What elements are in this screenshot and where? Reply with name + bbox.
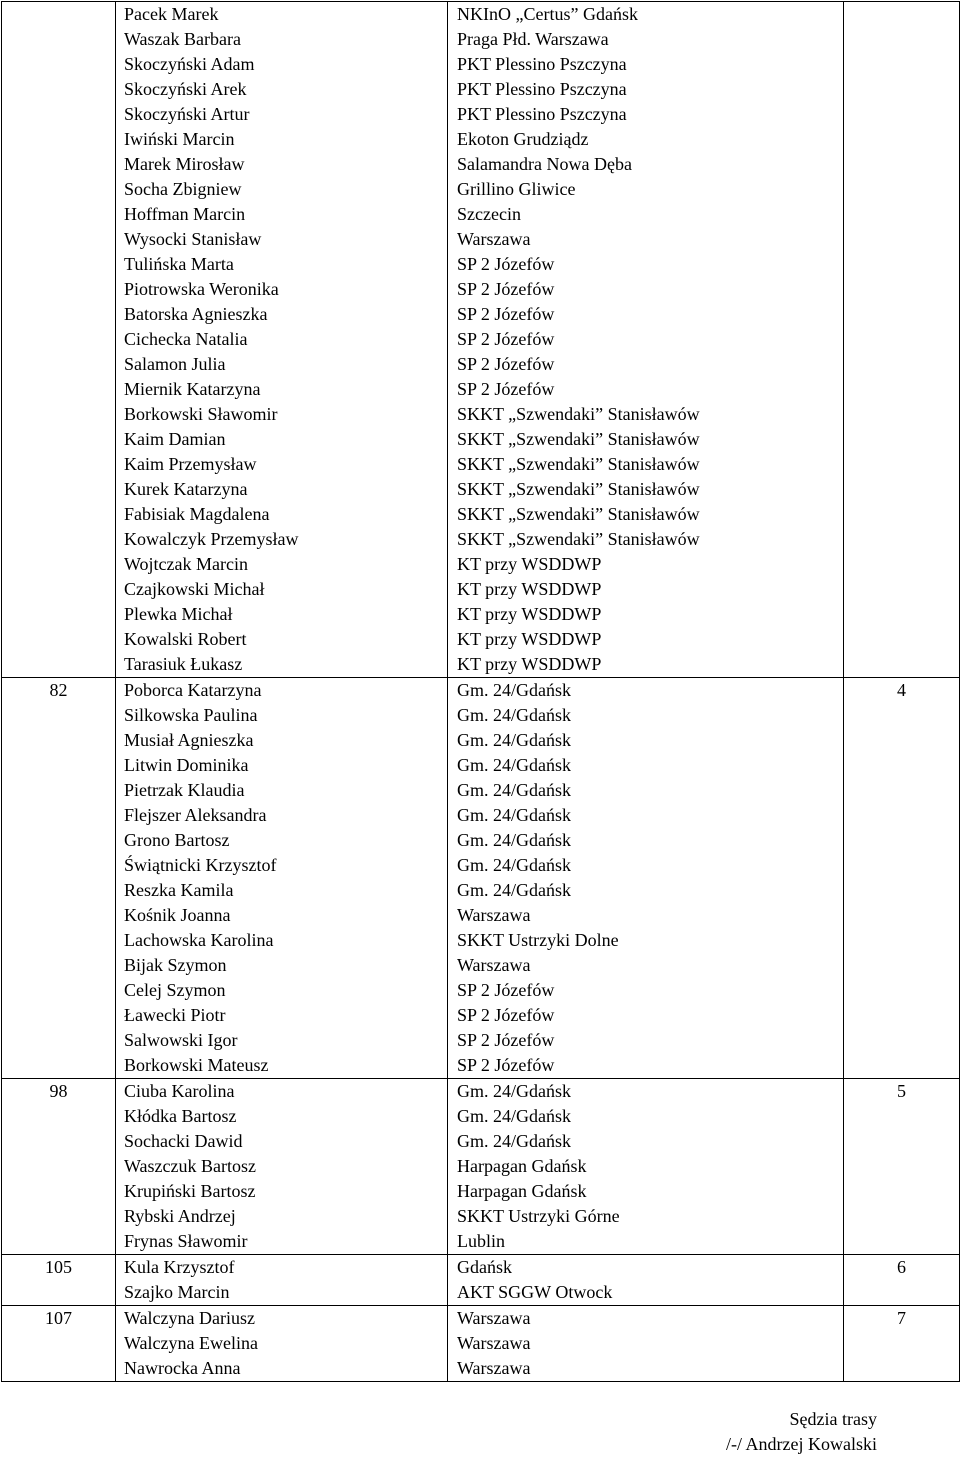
participant-club: SP 2 Józefów bbox=[457, 379, 555, 399]
team-place-cell bbox=[844, 1306, 960, 1382]
participant-name: Pacek Marek bbox=[124, 4, 219, 24]
team-place: 6 bbox=[897, 1257, 906, 1277]
participant-club: Gm. 24/Gdańsk bbox=[457, 705, 571, 725]
participant-name: Reszka Kamila bbox=[124, 880, 234, 900]
participant-club: SP 2 Józefów bbox=[457, 980, 555, 1000]
participant-club: Gm. 24/Gdańsk bbox=[457, 780, 571, 800]
team-number-cell bbox=[2, 2, 116, 678]
participant-club: Praga Płd. Warszawa bbox=[457, 29, 609, 49]
participant-club: Harpagan Gdańsk bbox=[457, 1181, 587, 1201]
participant-name: Czajkowski Michał bbox=[124, 579, 265, 599]
team-place-cell bbox=[844, 2, 960, 678]
team-place: 5 bbox=[897, 1081, 906, 1101]
participant-name: Tarasiuk Łukasz bbox=[124, 654, 243, 674]
participant-names-cell bbox=[116, 1306, 448, 1382]
team-row bbox=[2, 1079, 960, 1255]
participant-name: Walczyna Dariusz bbox=[124, 1308, 255, 1328]
participant-club: KT przy WSDDWP bbox=[457, 604, 602, 624]
participant-club: Warszawa bbox=[457, 1308, 531, 1328]
participant-name: Flejszer Aleksandra bbox=[124, 805, 267, 825]
team-row bbox=[2, 1255, 960, 1306]
team-row bbox=[2, 678, 960, 1079]
judge-role: Sędzia trasy bbox=[789, 1409, 877, 1429]
participant-club: SKKT „Szwendaki” Stanisławów bbox=[457, 529, 700, 549]
participant-name: Bijak Szymon bbox=[124, 955, 227, 975]
team-place-cell bbox=[844, 678, 960, 1079]
participant-club: SP 2 Józefów bbox=[457, 254, 555, 274]
judge-signature-block bbox=[726, 1407, 877, 1457]
participant-name: Waszczuk Bartosz bbox=[124, 1156, 256, 1176]
participant-club: AKT SGGW Otwock bbox=[457, 1282, 613, 1302]
participant-name: Kaim Przemysław bbox=[124, 454, 257, 474]
team-row bbox=[2, 1306, 960, 1382]
participant-name: Skoczyński Artur bbox=[124, 104, 250, 124]
participant-name: Marek Mirosław bbox=[124, 154, 245, 174]
participant-club: Warszawa bbox=[457, 1333, 531, 1353]
participant-club: SKKT „Szwendaki” Stanisławów bbox=[457, 454, 700, 474]
participant-name: Iwiński Marcin bbox=[124, 129, 235, 149]
participant-club: SKKT „Szwendaki” Stanisławów bbox=[457, 404, 700, 424]
participant-club: Gm. 24/Gdańsk bbox=[457, 855, 571, 875]
team-row bbox=[2, 2, 960, 678]
participant-names-cell bbox=[116, 1079, 448, 1255]
participant-name: Kurek Katarzyna bbox=[124, 479, 248, 499]
team-number-cell bbox=[2, 1306, 116, 1382]
participant-club: SP 2 Józefów bbox=[457, 1055, 555, 1075]
participant-club: Gdańsk bbox=[457, 1257, 512, 1277]
participant-club: Lublin bbox=[457, 1231, 505, 1251]
participant-name: Pietrzak Klaudia bbox=[124, 780, 245, 800]
team-number-cell bbox=[2, 1255, 116, 1306]
participant-club: Gm. 24/Gdańsk bbox=[457, 1106, 571, 1126]
team-place: 4 bbox=[897, 680, 906, 700]
team-number bbox=[2, 2, 115, 27]
participant-name: Borkowski Sławomir bbox=[124, 404, 278, 424]
participant-club: Gm. 24/Gdańsk bbox=[457, 1131, 571, 1151]
participant-club: NKInO „Certus” Gdańsk bbox=[457, 4, 638, 24]
results-table-body bbox=[2, 2, 960, 1382]
participant-club: Gm. 24/Gdańsk bbox=[457, 830, 571, 850]
participant-name: Kowalczyk Przemysław bbox=[124, 529, 299, 549]
participant-name: Lachowska Karolina bbox=[124, 930, 274, 950]
participant-name: Wysocki Stanisław bbox=[124, 229, 262, 249]
participant-names-cell bbox=[116, 2, 448, 678]
participant-club: Warszawa bbox=[457, 229, 531, 249]
participant-name: Skoczyński Adam bbox=[124, 54, 255, 74]
participant-name: Poborca Katarzyna bbox=[124, 680, 262, 700]
participant-club: KT przy WSDDWP bbox=[457, 579, 602, 599]
participant-name: Grono Bartosz bbox=[124, 830, 230, 850]
participant-club: SKKT „Szwendaki” Stanisławów bbox=[457, 504, 700, 524]
participant-name: Musiał Agnieszka bbox=[124, 730, 254, 750]
participant-club: KT przy WSDDWP bbox=[457, 554, 602, 574]
participant-name: Borkowski Mateusz bbox=[124, 1055, 269, 1075]
team-number: 98 bbox=[49, 1081, 68, 1101]
team-number: 107 bbox=[45, 1308, 72, 1328]
judge-signature: /-/ Andrzej Kowalski bbox=[726, 1434, 877, 1454]
participant-name: Ciuba Karolina bbox=[124, 1081, 235, 1101]
participant-name: Hoffman Marcin bbox=[124, 204, 246, 224]
participant-name: Litwin Dominika bbox=[124, 755, 249, 775]
participant-club: Gm. 24/Gdańsk bbox=[457, 680, 571, 700]
participant-name: Kula Krzysztof bbox=[124, 1257, 235, 1277]
participant-names-cell bbox=[116, 678, 448, 1079]
participant-club: SKKT „Szwendaki” Stanisławów bbox=[457, 479, 700, 499]
team-number: 82 bbox=[49, 680, 68, 700]
participant-name: Świątnicki Krzysztof bbox=[124, 855, 277, 875]
participant-name: Rybski Andrzej bbox=[124, 1206, 236, 1226]
team-number-cell bbox=[2, 678, 116, 1079]
participant-club: Warszawa bbox=[457, 905, 531, 925]
participant-club: SP 2 Józefów bbox=[457, 279, 555, 299]
participant-name: Batorska Agnieszka bbox=[124, 304, 268, 324]
participant-club: PKT Plessino Pszczyna bbox=[457, 54, 627, 74]
participant-name: Salamon Julia bbox=[124, 354, 226, 374]
participant-name: Krupiński Bartosz bbox=[124, 1181, 256, 1201]
participant-club: Warszawa bbox=[457, 955, 531, 975]
participant-clubs-cell bbox=[448, 1079, 844, 1255]
participant-name: Sochacki Dawid bbox=[124, 1131, 243, 1151]
participant-name: Szajko Marcin bbox=[124, 1282, 230, 1302]
participant-name: Cichecka Natalia bbox=[124, 329, 248, 349]
participant-clubs-cell bbox=[448, 678, 844, 1079]
participant-name: Ławecki Piotr bbox=[124, 1005, 226, 1025]
team-place bbox=[844, 2, 959, 27]
team-place: 7 bbox=[897, 1308, 906, 1328]
participant-name: Kowalski Robert bbox=[124, 629, 247, 649]
participant-club: KT przy WSDDWP bbox=[457, 654, 602, 674]
participant-club: Warszawa bbox=[457, 1358, 531, 1378]
participant-club: SKKT Ustrzyki Górne bbox=[457, 1206, 620, 1226]
participant-club: Harpagan Gdańsk bbox=[457, 1156, 587, 1176]
participant-club: SP 2 Józefów bbox=[457, 1030, 555, 1050]
participant-name: Wojtczak Marcin bbox=[124, 554, 248, 574]
team-number: 105 bbox=[45, 1257, 72, 1277]
participant-name: Miernik Katarzyna bbox=[124, 379, 261, 399]
participant-club: SP 2 Józefów bbox=[457, 329, 555, 349]
participant-name: Frynas Sławomir bbox=[124, 1231, 248, 1251]
participant-name: Waszak Barbara bbox=[124, 29, 241, 49]
participant-club: Grillino Gliwice bbox=[457, 179, 576, 199]
participant-club: KT przy WSDDWP bbox=[457, 629, 602, 649]
team-place-cell bbox=[844, 1079, 960, 1255]
participant-name: Walczyna Ewelina bbox=[124, 1333, 258, 1353]
participant-club: SKKT Ustrzyki Dolne bbox=[457, 930, 619, 950]
participant-name: Kaim Damian bbox=[124, 429, 226, 449]
participant-club: SKKT „Szwendaki” Stanisławów bbox=[457, 429, 700, 449]
participant-club: Ekoton Grudziądz bbox=[457, 129, 589, 149]
participant-club: Salamandra Nowa Dęba bbox=[457, 154, 632, 174]
team-number-cell bbox=[2, 1079, 116, 1255]
participant-name: Nawrocka Anna bbox=[124, 1358, 241, 1378]
participant-name: Salwowski Igor bbox=[124, 1030, 238, 1050]
participant-name: Kośnik Joanna bbox=[124, 905, 231, 925]
participant-club: SP 2 Józefów bbox=[457, 304, 555, 324]
participant-name: Skoczyński Arek bbox=[124, 79, 247, 99]
participant-club: PKT Plessino Pszczyna bbox=[457, 104, 627, 124]
participant-name: Piotrowska Weronika bbox=[124, 279, 279, 299]
participant-name: Silkowska Paulina bbox=[124, 705, 258, 725]
participant-club: SP 2 Józefów bbox=[457, 354, 555, 374]
participant-name: Tulińska Marta bbox=[124, 254, 234, 274]
participant-names-cell bbox=[116, 1255, 448, 1306]
participant-name: Celej Szymon bbox=[124, 980, 226, 1000]
participant-club: Gm. 24/Gdańsk bbox=[457, 880, 571, 900]
participant-club: SP 2 Józefów bbox=[457, 1005, 555, 1025]
participant-clubs-cell bbox=[448, 1306, 844, 1382]
participant-name: Socha Zbigniew bbox=[124, 179, 242, 199]
participant-clubs-cell bbox=[448, 1255, 844, 1306]
participant-club: Gm. 24/Gdańsk bbox=[457, 805, 571, 825]
participant-club: Szczecin bbox=[457, 204, 521, 224]
participant-club: PKT Plessino Pszczyna bbox=[457, 79, 627, 99]
participant-club: Gm. 24/Gdańsk bbox=[457, 1081, 571, 1101]
participant-name: Fabisiak Magdalena bbox=[124, 504, 270, 524]
participant-club: Gm. 24/Gdańsk bbox=[457, 730, 571, 750]
results-table bbox=[1, 1, 960, 1382]
team-place-cell bbox=[844, 1255, 960, 1306]
participant-club: Gm. 24/Gdańsk bbox=[457, 755, 571, 775]
participant-name: Kłódka Bartosz bbox=[124, 1106, 237, 1126]
participant-name: Plewka Michał bbox=[124, 604, 233, 624]
participant-clubs-cell bbox=[448, 2, 844, 678]
